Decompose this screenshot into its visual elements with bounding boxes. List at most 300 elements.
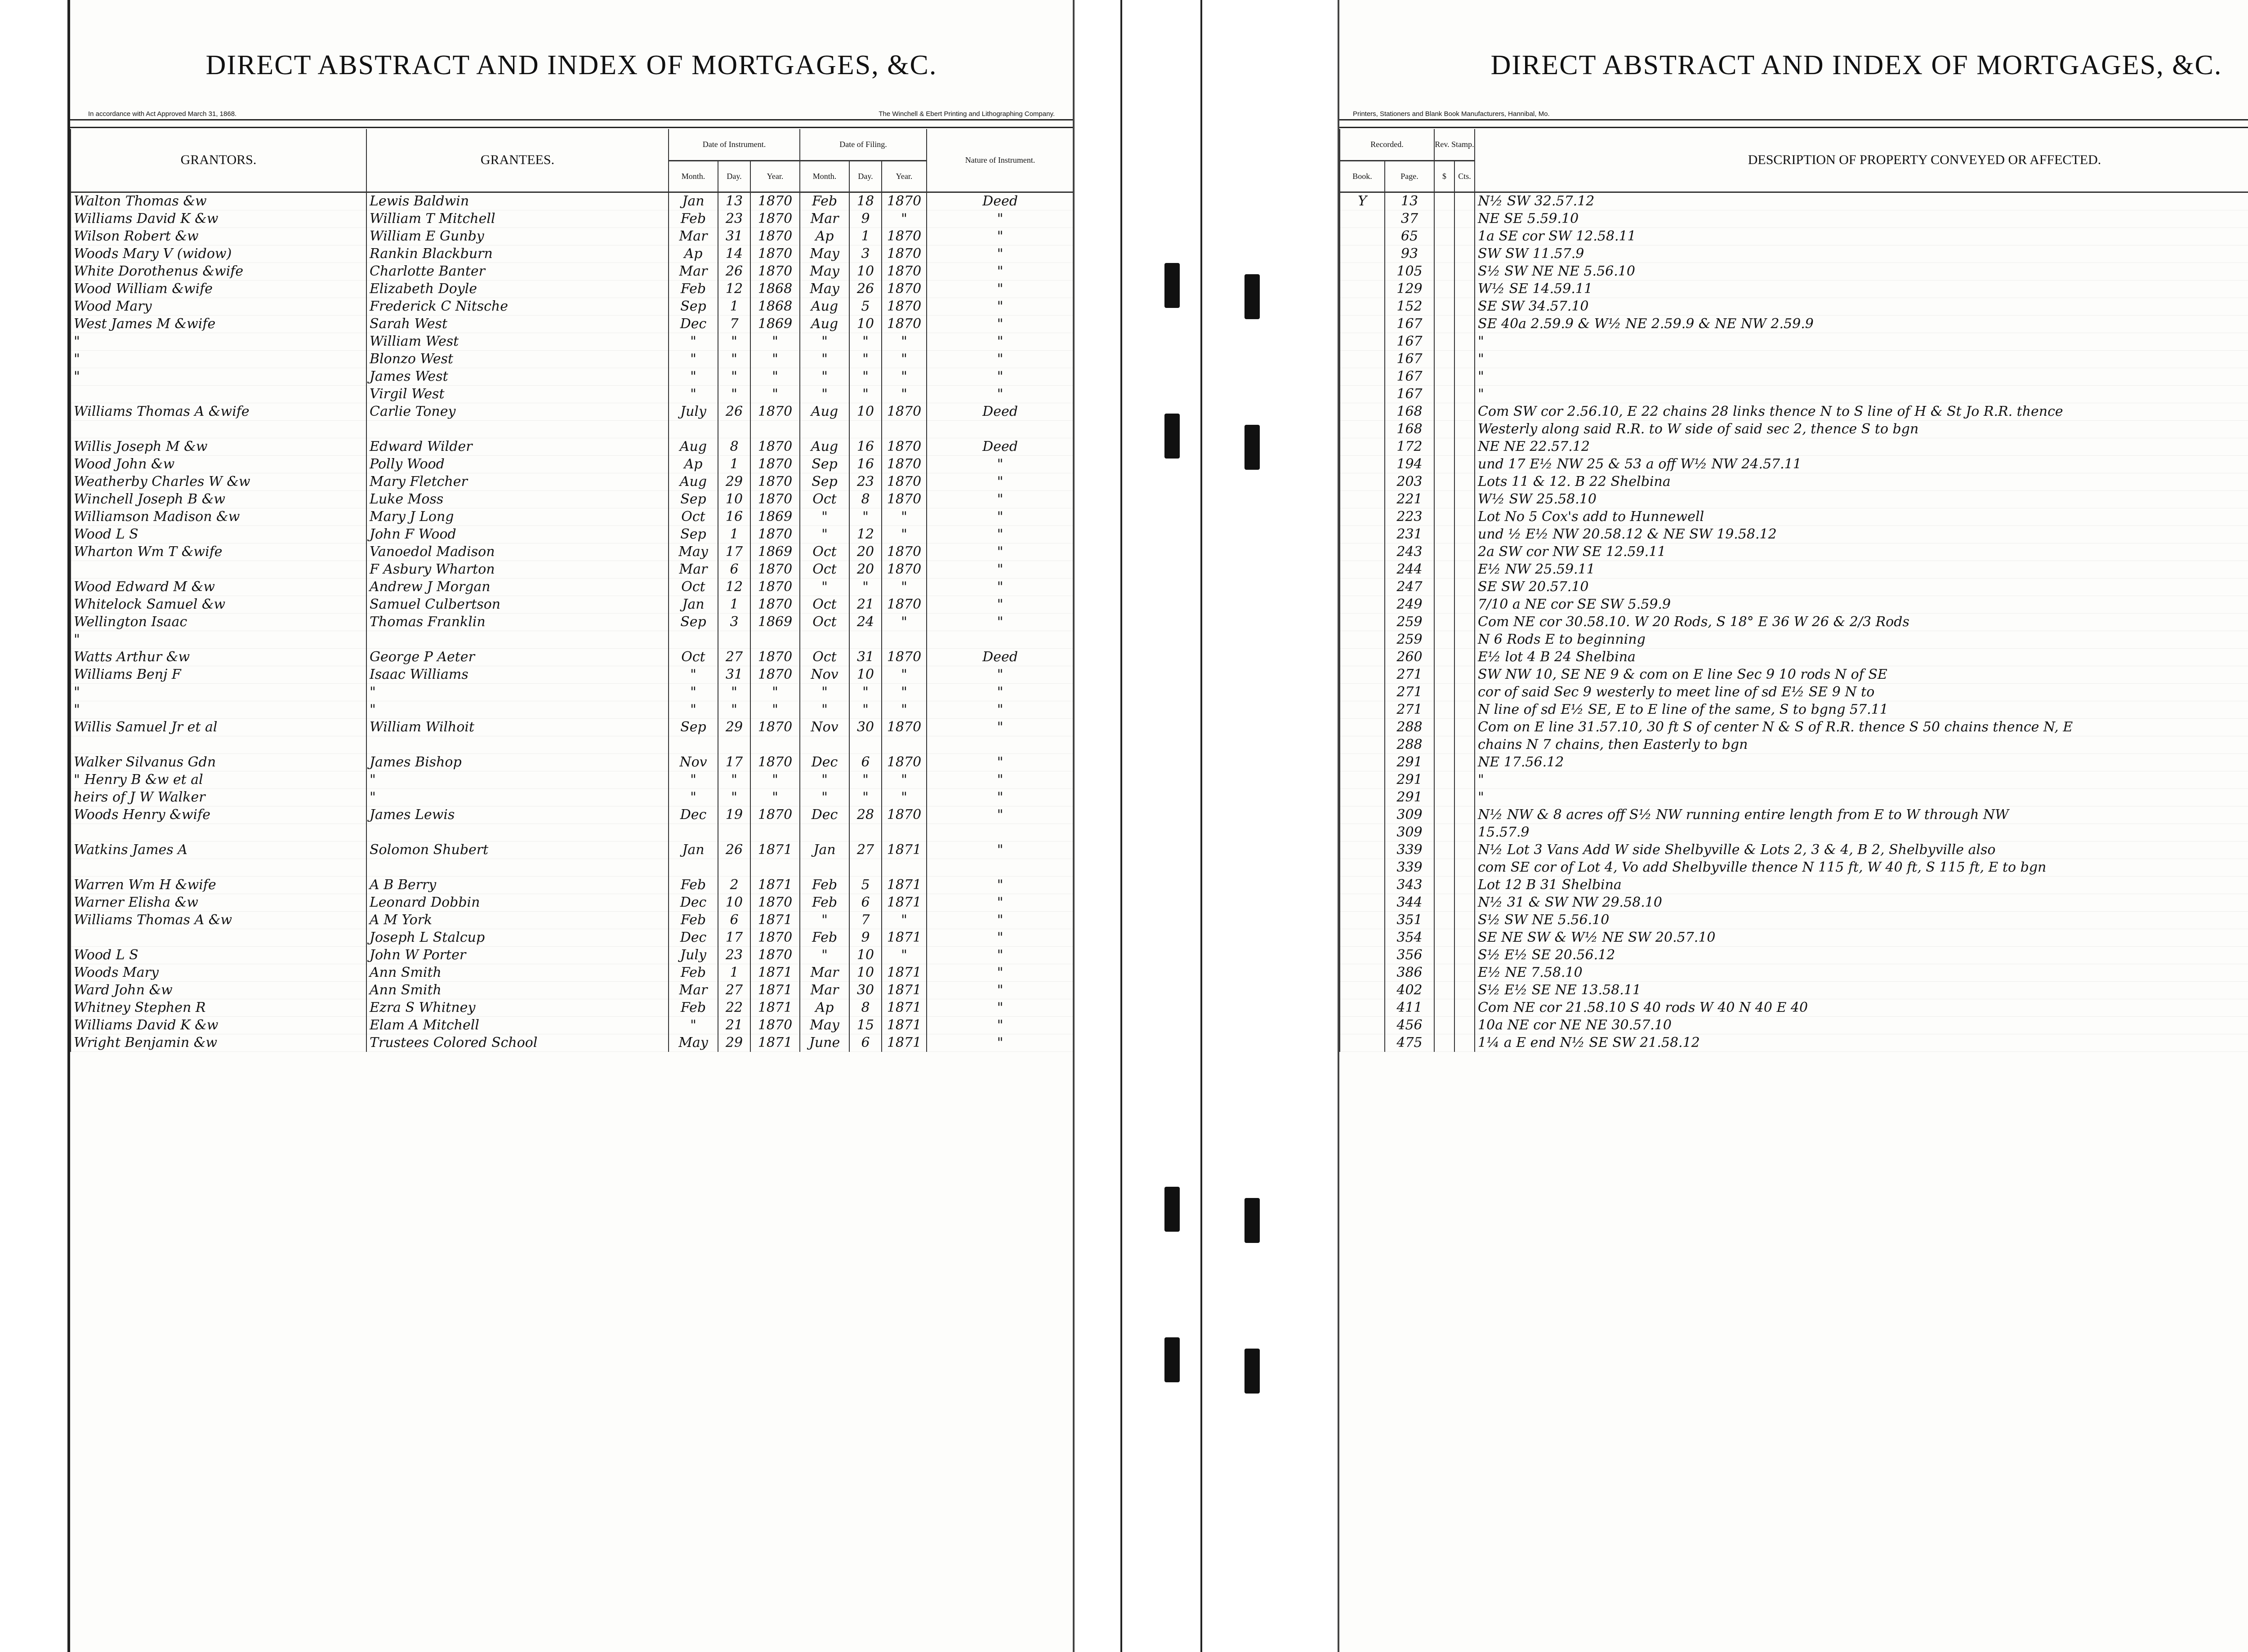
grantor-name: Walker Silvanus Gdn	[71, 753, 366, 771]
grantee-name: Joseph L Stalcup	[366, 929, 669, 946]
stamp-dollars	[1434, 841, 1454, 859]
grantee-name: Sarah West	[366, 315, 669, 333]
instrument-day: 13	[718, 192, 750, 210]
table-row	[1340, 385, 2248, 403]
filing-year: 1870	[882, 227, 927, 245]
instrument-year	[750, 736, 800, 753]
stamp-cents	[1454, 420, 1475, 438]
instrument-month: Jan	[669, 596, 718, 613]
stamp-dollars	[1434, 736, 1454, 753]
nature-of-instrument	[927, 420, 1073, 438]
filing-year: 1871	[882, 999, 927, 1016]
table-row	[1340, 192, 2248, 210]
table-row	[1340, 543, 2248, 561]
table-row	[71, 929, 1073, 946]
property-description: com SE cor of Lot 4, Vo add Shelbyville thence N 115 ft, W 40 ft, S 115 ft, E to bgn	[1475, 859, 2248, 876]
stamp-cents	[1454, 455, 1475, 473]
stamp-cents	[1454, 1016, 1475, 1034]
stamp-dollars	[1434, 508, 1454, 525]
grantee-name: Thomas Franklin	[366, 613, 669, 631]
stamp-cents	[1454, 438, 1475, 455]
header-rule	[70, 127, 1073, 128]
property-description: Lot 12 B 31 Shelbina	[1475, 876, 2248, 894]
filing-year: 1870	[882, 263, 927, 280]
day-header: Day.	[718, 160, 750, 192]
page-number: 475	[1385, 1034, 1434, 1051]
property-description: Lots 11 & 12. B 22 Shelbina	[1475, 473, 2248, 490]
stamp-cents	[1454, 561, 1475, 578]
filing-day: "	[849, 683, 882, 701]
filing-month: Dec	[800, 753, 849, 771]
nature-of-instrument: "	[927, 771, 1073, 788]
filing-day: 6	[849, 1034, 882, 1051]
table-row	[71, 403, 1073, 420]
grantor-name	[71, 929, 366, 946]
page-number: 172	[1385, 438, 1434, 455]
book-number	[1340, 473, 1385, 490]
stamp-dollars	[1434, 1034, 1454, 1051]
instrument-year	[750, 631, 800, 648]
property-description: NE NE 22.57.12	[1475, 438, 2248, 455]
header-rule	[1339, 127, 2248, 128]
book-number	[1340, 455, 1385, 473]
instrument-year: 1870	[750, 1016, 800, 1034]
instrument-year: 1869	[750, 315, 800, 333]
cents-header: Cts.	[1454, 160, 1475, 192]
property-description: S½ E½ SE NE 13.58.11	[1475, 981, 2248, 999]
book-number	[1340, 508, 1385, 525]
property-description: Westerly along said R.R. to W side of said sec 2, thence S to bgn	[1475, 420, 2248, 438]
filing-day: 9	[849, 929, 882, 946]
instrument-day: 23	[718, 946, 750, 964]
table-row	[71, 368, 1073, 385]
grantor-name: West James M &wife	[71, 315, 366, 333]
instrument-day: 29	[718, 1034, 750, 1051]
instrument-year: 1870	[750, 473, 800, 490]
stamp-dollars	[1434, 876, 1454, 894]
instrument-year: 1870	[750, 718, 800, 736]
filing-month: "	[800, 683, 849, 701]
page-number: 167	[1385, 350, 1434, 368]
property-description: 7/10 a NE cor SE SW 5.59.9	[1475, 596, 2248, 613]
page-number: 167	[1385, 333, 1434, 350]
instrument-day: 6	[718, 561, 750, 578]
grantor-name: "	[71, 350, 366, 368]
nature-header: Nature of Instrument.	[927, 129, 1073, 192]
table-row	[71, 701, 1073, 718]
filing-month: Oct	[800, 490, 849, 508]
property-description: und 17 E½ NW 25 & 53 a off W½ NW 24.57.11	[1475, 455, 2248, 473]
book-header: Book.	[1340, 160, 1385, 192]
table-row	[1340, 210, 2248, 227]
property-description: N½ SW 32.57.12	[1475, 192, 2248, 210]
table-row	[1340, 368, 2248, 385]
grantor-name: Wilson Robert &w	[71, 227, 366, 245]
property-description: "	[1475, 368, 2248, 385]
grantee-name: William West	[366, 333, 669, 350]
instrument-year: 1870	[750, 192, 800, 210]
instrument-year: 1870	[750, 525, 800, 543]
property-description: N 6 Rods E to beginning	[1475, 631, 2248, 648]
instrument-year: 1870	[750, 455, 800, 473]
book-number	[1340, 420, 1385, 438]
filing-day: 27	[849, 841, 882, 859]
grantor-name: Weatherby Charles W &w	[71, 473, 366, 490]
grantor-name: Warren Wm H &wife	[71, 876, 366, 894]
grantee-name: Leonard Dobbin	[366, 894, 669, 911]
table-row	[71, 333, 1073, 350]
table-row	[1340, 701, 2248, 718]
statute-note: In accordance with Act Approved March 31, 1868.	[88, 110, 237, 118]
stamp-cents	[1454, 964, 1475, 981]
month-header: Month.	[669, 160, 718, 192]
instrument-day	[718, 420, 750, 438]
grantee-name: "	[366, 788, 669, 806]
page-number: 129	[1385, 280, 1434, 298]
instrument-month: May	[669, 543, 718, 561]
property-description: S½ SW NE 5.56.10	[1475, 911, 2248, 929]
stamp-dollars	[1434, 964, 1454, 981]
filing-year: 1871	[882, 929, 927, 946]
filing-year: "	[882, 613, 927, 631]
grantor-name: Williams David K &w	[71, 1016, 366, 1034]
table-row	[1340, 227, 2248, 245]
instrument-year: 1870	[750, 438, 800, 455]
page-number: 344	[1385, 894, 1434, 911]
nature-of-instrument: "	[927, 666, 1073, 683]
property-description: "	[1475, 385, 2248, 403]
filing-year: "	[882, 385, 927, 403]
page-edge	[1120, 0, 1122, 1652]
binding-hole	[1164, 414, 1180, 459]
stamp-dollars	[1434, 438, 1454, 455]
filing-month: Mar	[800, 964, 849, 981]
grantee-name: William E Gunby	[366, 227, 669, 245]
page-number: 231	[1385, 525, 1434, 543]
grantee-name: Andrew J Morgan	[366, 578, 669, 596]
filing-year: 1870	[882, 192, 927, 210]
stamp-dollars	[1434, 753, 1454, 771]
filing-year	[882, 420, 927, 438]
table-row	[1340, 631, 2248, 648]
stamp-cents	[1454, 701, 1475, 718]
filing-year: "	[882, 771, 927, 788]
book-number	[1340, 911, 1385, 929]
filing-year: 1870	[882, 543, 927, 561]
nature-of-instrument: "	[927, 227, 1073, 245]
filing-year: 1870	[882, 648, 927, 666]
instrument-month: Nov	[669, 753, 718, 771]
instrument-month: Feb	[669, 999, 718, 1016]
stamp-dollars	[1434, 298, 1454, 315]
filing-year: 1871	[882, 1016, 927, 1034]
grantee-name	[366, 736, 669, 753]
grantor-name: heirs of J W Walker	[71, 788, 366, 806]
nature-of-instrument: "	[927, 894, 1073, 911]
book-number	[1340, 227, 1385, 245]
stamp-dollars	[1434, 227, 1454, 245]
filing-month: Oct	[800, 648, 849, 666]
table-row	[71, 596, 1073, 613]
filing-day: 20	[849, 543, 882, 561]
filing-day: "	[849, 333, 882, 350]
table-row	[1340, 841, 2248, 859]
filing-year	[882, 631, 927, 648]
binding-hole	[1244, 425, 1260, 470]
instrument-month	[669, 631, 718, 648]
instrument-month: Aug	[669, 438, 718, 455]
binding-hole	[1244, 274, 1260, 319]
page-number: 13	[1385, 192, 1434, 210]
stamp-dollars	[1434, 613, 1454, 631]
property-description: E½ NE 7.58.10	[1475, 964, 2248, 981]
year-header: Year.	[882, 160, 927, 192]
instrument-year: 1870	[750, 263, 800, 280]
instrument-year: 1870	[750, 894, 800, 911]
instrument-day	[718, 824, 750, 841]
table-row	[71, 999, 1073, 1016]
grantor-name: Willis Joseph M &w	[71, 438, 366, 455]
grantee-name: Lewis Baldwin	[366, 192, 669, 210]
book-number	[1340, 385, 1385, 403]
grantor-name: Wood William &wife	[71, 280, 366, 298]
nature-of-instrument: "	[927, 315, 1073, 333]
stamp-dollars	[1434, 596, 1454, 613]
grantor-name: Wood Edward M &w	[71, 578, 366, 596]
book-number	[1340, 561, 1385, 578]
page-number: 223	[1385, 508, 1434, 525]
grantor-name: Woods Henry &wife	[71, 806, 366, 824]
instrument-year: 1870	[750, 596, 800, 613]
grantee-name: Rankin Blackburn	[366, 245, 669, 263]
nature-of-instrument: "	[927, 561, 1073, 578]
stamp-cents	[1454, 368, 1475, 385]
book-number	[1340, 788, 1385, 806]
page-number: 203	[1385, 473, 1434, 490]
property-description: "	[1475, 771, 2248, 788]
table-row	[71, 683, 1073, 701]
filing-year: 1870	[882, 455, 927, 473]
property-description: Com NE cor 21.58.10 S 40 rods W 40 N 40 E 40	[1475, 999, 2248, 1016]
grantee-name	[366, 824, 669, 841]
grantee-name: Solomon Shubert	[366, 841, 669, 859]
page-number: 243	[1385, 543, 1434, 561]
instrument-year: 1871	[750, 841, 800, 859]
instrument-month: "	[669, 683, 718, 701]
grantor-name: White Dorothenus &wife	[71, 263, 366, 280]
instrument-month: "	[669, 701, 718, 718]
stamp-cents	[1454, 999, 1475, 1016]
filing-day	[849, 859, 882, 876]
book-number	[1340, 666, 1385, 683]
stamp-cents	[1454, 525, 1475, 543]
table-row	[1340, 263, 2248, 280]
filing-month: "	[800, 350, 849, 368]
instrument-month: "	[669, 350, 718, 368]
date-filing-header: Date of Filing.	[800, 129, 927, 160]
instrument-year: 1870	[750, 929, 800, 946]
instrument-month: Feb	[669, 210, 718, 227]
property-description: 15.57.9	[1475, 824, 2248, 841]
stamp-cents	[1454, 315, 1475, 333]
stamp-cents	[1454, 192, 1475, 210]
instrument-day: 17	[718, 543, 750, 561]
grantee-name: Blonzo West	[366, 350, 669, 368]
filing-month: Aug	[800, 315, 849, 333]
page-number: 167	[1385, 385, 1434, 403]
stamp-cents	[1454, 210, 1475, 227]
page-number: 411	[1385, 999, 1434, 1016]
property-description: 2a SW cor NW SE 12.59.11	[1475, 543, 2248, 561]
grantor-name	[71, 736, 366, 753]
filing-month: June	[800, 1034, 849, 1051]
stamp-dollars	[1434, 788, 1454, 806]
filing-month: Mar	[800, 210, 849, 227]
stamp-cents	[1454, 788, 1475, 806]
book-number	[1340, 490, 1385, 508]
stamp-cents	[1454, 508, 1475, 525]
filing-day: 31	[849, 648, 882, 666]
filing-year: 1870	[882, 753, 927, 771]
filing-day	[849, 736, 882, 753]
instrument-month: Sep	[669, 525, 718, 543]
nature-of-instrument: "	[927, 876, 1073, 894]
instrument-day: "	[718, 771, 750, 788]
page-number: 259	[1385, 631, 1434, 648]
nature-of-instrument	[927, 631, 1073, 648]
table-row	[71, 771, 1073, 788]
table-row	[71, 753, 1073, 771]
table-row	[71, 736, 1073, 753]
instrument-day: 10	[718, 894, 750, 911]
nature-of-instrument: "	[927, 613, 1073, 631]
filing-month	[800, 859, 849, 876]
instrument-year: "	[750, 368, 800, 385]
nature-of-instrument: "	[927, 929, 1073, 946]
stamp-dollars	[1434, 1016, 1454, 1034]
grantor-name: Wood L S	[71, 525, 366, 543]
table-row	[71, 824, 1073, 841]
table-row	[1340, 946, 2248, 964]
table-row	[71, 473, 1073, 490]
filing-month: "	[800, 385, 849, 403]
table-row	[71, 666, 1073, 683]
table-row	[1340, 683, 2248, 701]
filing-day: 7	[849, 911, 882, 929]
table-row	[1340, 420, 2248, 438]
instrument-month: Oct	[669, 578, 718, 596]
grantor-name	[71, 859, 366, 876]
grantor-name: "	[71, 333, 366, 350]
book-number	[1340, 525, 1385, 543]
filing-month: May	[800, 263, 849, 280]
table-row	[71, 490, 1073, 508]
book-number	[1340, 543, 1385, 561]
table-row	[71, 911, 1073, 929]
book-number	[1340, 298, 1385, 315]
filing-day: 12	[849, 525, 882, 543]
instrument-year: "	[750, 683, 800, 701]
filing-year: "	[882, 368, 927, 385]
instrument-year: 1871	[750, 1034, 800, 1051]
grantee-name: Isaac Williams	[366, 666, 669, 683]
grantee-name: F Asbury Wharton	[366, 561, 669, 578]
grantor-name: "	[71, 631, 366, 648]
grantor-name: "	[71, 368, 366, 385]
nature-of-instrument	[927, 824, 1073, 841]
rev-stamp-header: Rev. Stamp.	[1434, 129, 1475, 160]
stamp-cents	[1454, 683, 1475, 701]
nature-of-instrument: "	[927, 245, 1073, 263]
stamp-cents	[1454, 946, 1475, 964]
filing-year: "	[882, 788, 927, 806]
nature-of-instrument: "	[927, 964, 1073, 981]
nature-of-instrument: "	[927, 543, 1073, 561]
grantees-header: GRANTEES.	[366, 129, 669, 192]
instrument-year: "	[750, 385, 800, 403]
binding-gutter	[1075, 0, 1335, 1652]
book-number	[1340, 438, 1385, 455]
nature-of-instrument: "	[927, 368, 1073, 385]
stamp-dollars	[1434, 455, 1454, 473]
table-row	[71, 859, 1073, 876]
instrument-month: Dec	[669, 806, 718, 824]
stamp-cents	[1454, 263, 1475, 280]
right-ledger-page	[1338, 0, 2248, 1652]
table-row	[1340, 280, 2248, 298]
table-row	[71, 263, 1073, 280]
page-number: 271	[1385, 683, 1434, 701]
book-number	[1340, 841, 1385, 859]
table-row	[1340, 876, 2248, 894]
filing-month: Sep	[800, 455, 849, 473]
nature-of-instrument: "	[927, 210, 1073, 227]
instrument-year: "	[750, 701, 800, 718]
property-description: N½ NW & 8 acres off S½ NW running entire length from E to W through NW	[1475, 806, 2248, 824]
table-row	[71, 806, 1073, 824]
nature-of-instrument: "	[927, 946, 1073, 964]
table-row	[71, 245, 1073, 263]
filing-year: 1870	[882, 315, 927, 333]
grantor-name: Walton Thomas &w	[71, 192, 366, 210]
grantor-name: Warner Elisha &w	[71, 894, 366, 911]
property-description: NE 17.56.12	[1475, 753, 2248, 771]
filing-day: 16	[849, 438, 882, 455]
table-row	[1340, 964, 2248, 981]
dollars-header: $	[1434, 160, 1454, 192]
book-number	[1340, 245, 1385, 263]
stamp-dollars	[1434, 648, 1454, 666]
filing-year: 1870	[882, 403, 927, 420]
binding-hole	[1164, 1337, 1180, 1382]
instrument-year: 1870	[750, 578, 800, 596]
instrument-year	[750, 420, 800, 438]
nature-of-instrument	[927, 736, 1073, 753]
grantee-name	[366, 631, 669, 648]
stamp-cents	[1454, 631, 1475, 648]
filing-day: "	[849, 508, 882, 525]
table-row	[71, 192, 1073, 210]
filing-month: "	[800, 911, 849, 929]
table-row	[1340, 894, 2248, 911]
filing-day: 24	[849, 613, 882, 631]
nature-of-instrument	[927, 859, 1073, 876]
filing-month: May	[800, 1016, 849, 1034]
instrument-year	[750, 824, 800, 841]
filing-month	[800, 631, 849, 648]
book-number	[1340, 368, 1385, 385]
page-number: 291	[1385, 788, 1434, 806]
